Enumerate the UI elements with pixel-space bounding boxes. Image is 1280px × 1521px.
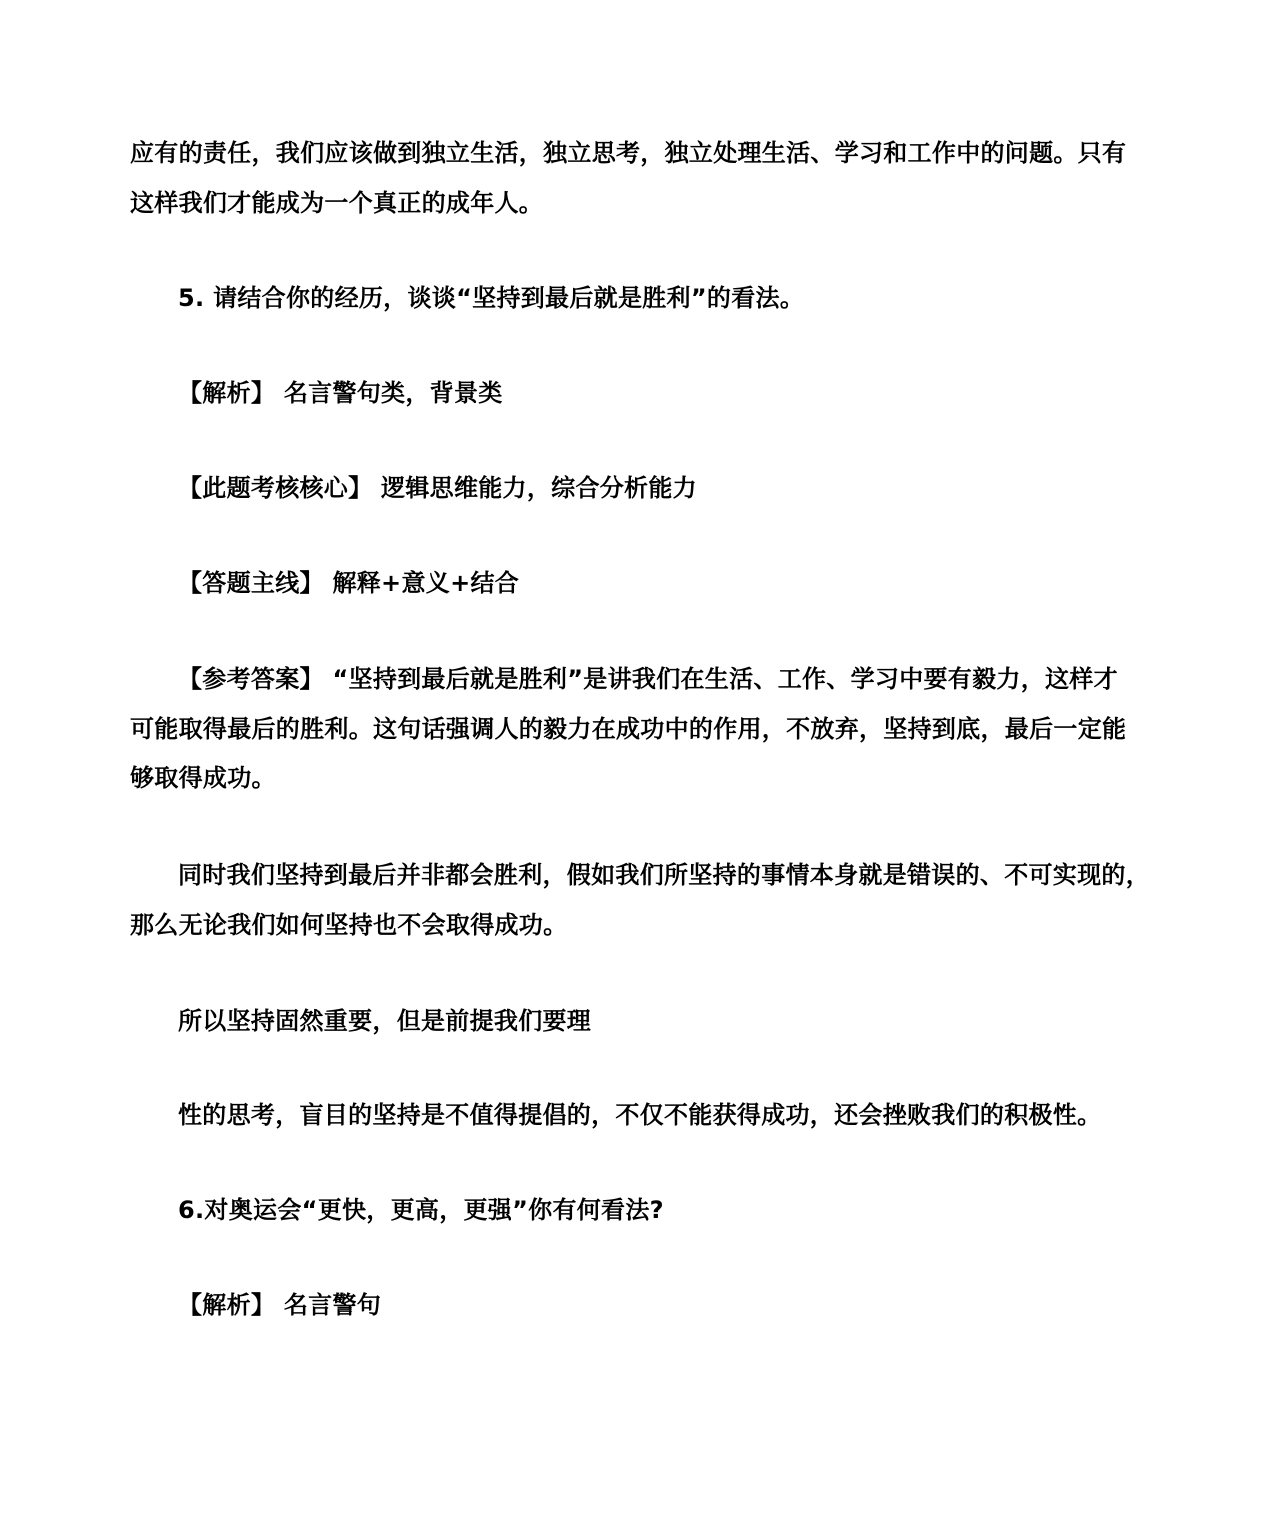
text-line: 这样我们才能成为一个真正的成年人。: [130, 189, 544, 217]
analysis-label: 【解析】 名言警句: [178, 1291, 382, 1319]
text-line: 应有的责任，我们应该做到独立生活，独立思考，独立处理生活、学习和工作中的问题。只有: [130, 139, 1127, 167]
question-6-heading: 6.对奥运会“更快，更高，更强”你有何看法?: [178, 1196, 664, 1224]
reference-answer-line: 够取得成功。: [130, 764, 276, 792]
answer-mainline: 【答题主线】 解释+意义+结合: [178, 569, 520, 597]
reference-answer-line: 【参考答案】 “坚持到最后就是胜利”是讲我们在生活、工作、学习中要有毅力，这样才: [178, 665, 1118, 693]
text-line: 性的思考，盲目的坚持是不值得提倡的，不仅不能获得成功，还会挫败我们的积极性。: [178, 1101, 1102, 1129]
text-line: 同时我们坚持到最后并非都会胜利，假如我们所坚持的事情本身就是错误的、不可实现的，: [178, 861, 1150, 889]
reference-answer-line: 可能取得最后的胜利。这句话强调人的毅力在成功中的作用，不放弃，坚持到底，最后一定能: [130, 715, 1127, 743]
question-5-heading: 5. 请结合你的经历，谈谈“坚持到最后就是胜利”的看法。: [178, 284, 805, 312]
core-assessment: 【此题考核核心】 逻辑思维能力，综合分析能力: [178, 474, 697, 502]
analysis-label: 【解析】 名言警句类，背景类: [178, 379, 503, 407]
text-line: 那么无论我们如何坚持也不会取得成功。: [130, 911, 568, 939]
text-line: 所以坚持固然重要，但是前提我们要理: [178, 1007, 592, 1035]
